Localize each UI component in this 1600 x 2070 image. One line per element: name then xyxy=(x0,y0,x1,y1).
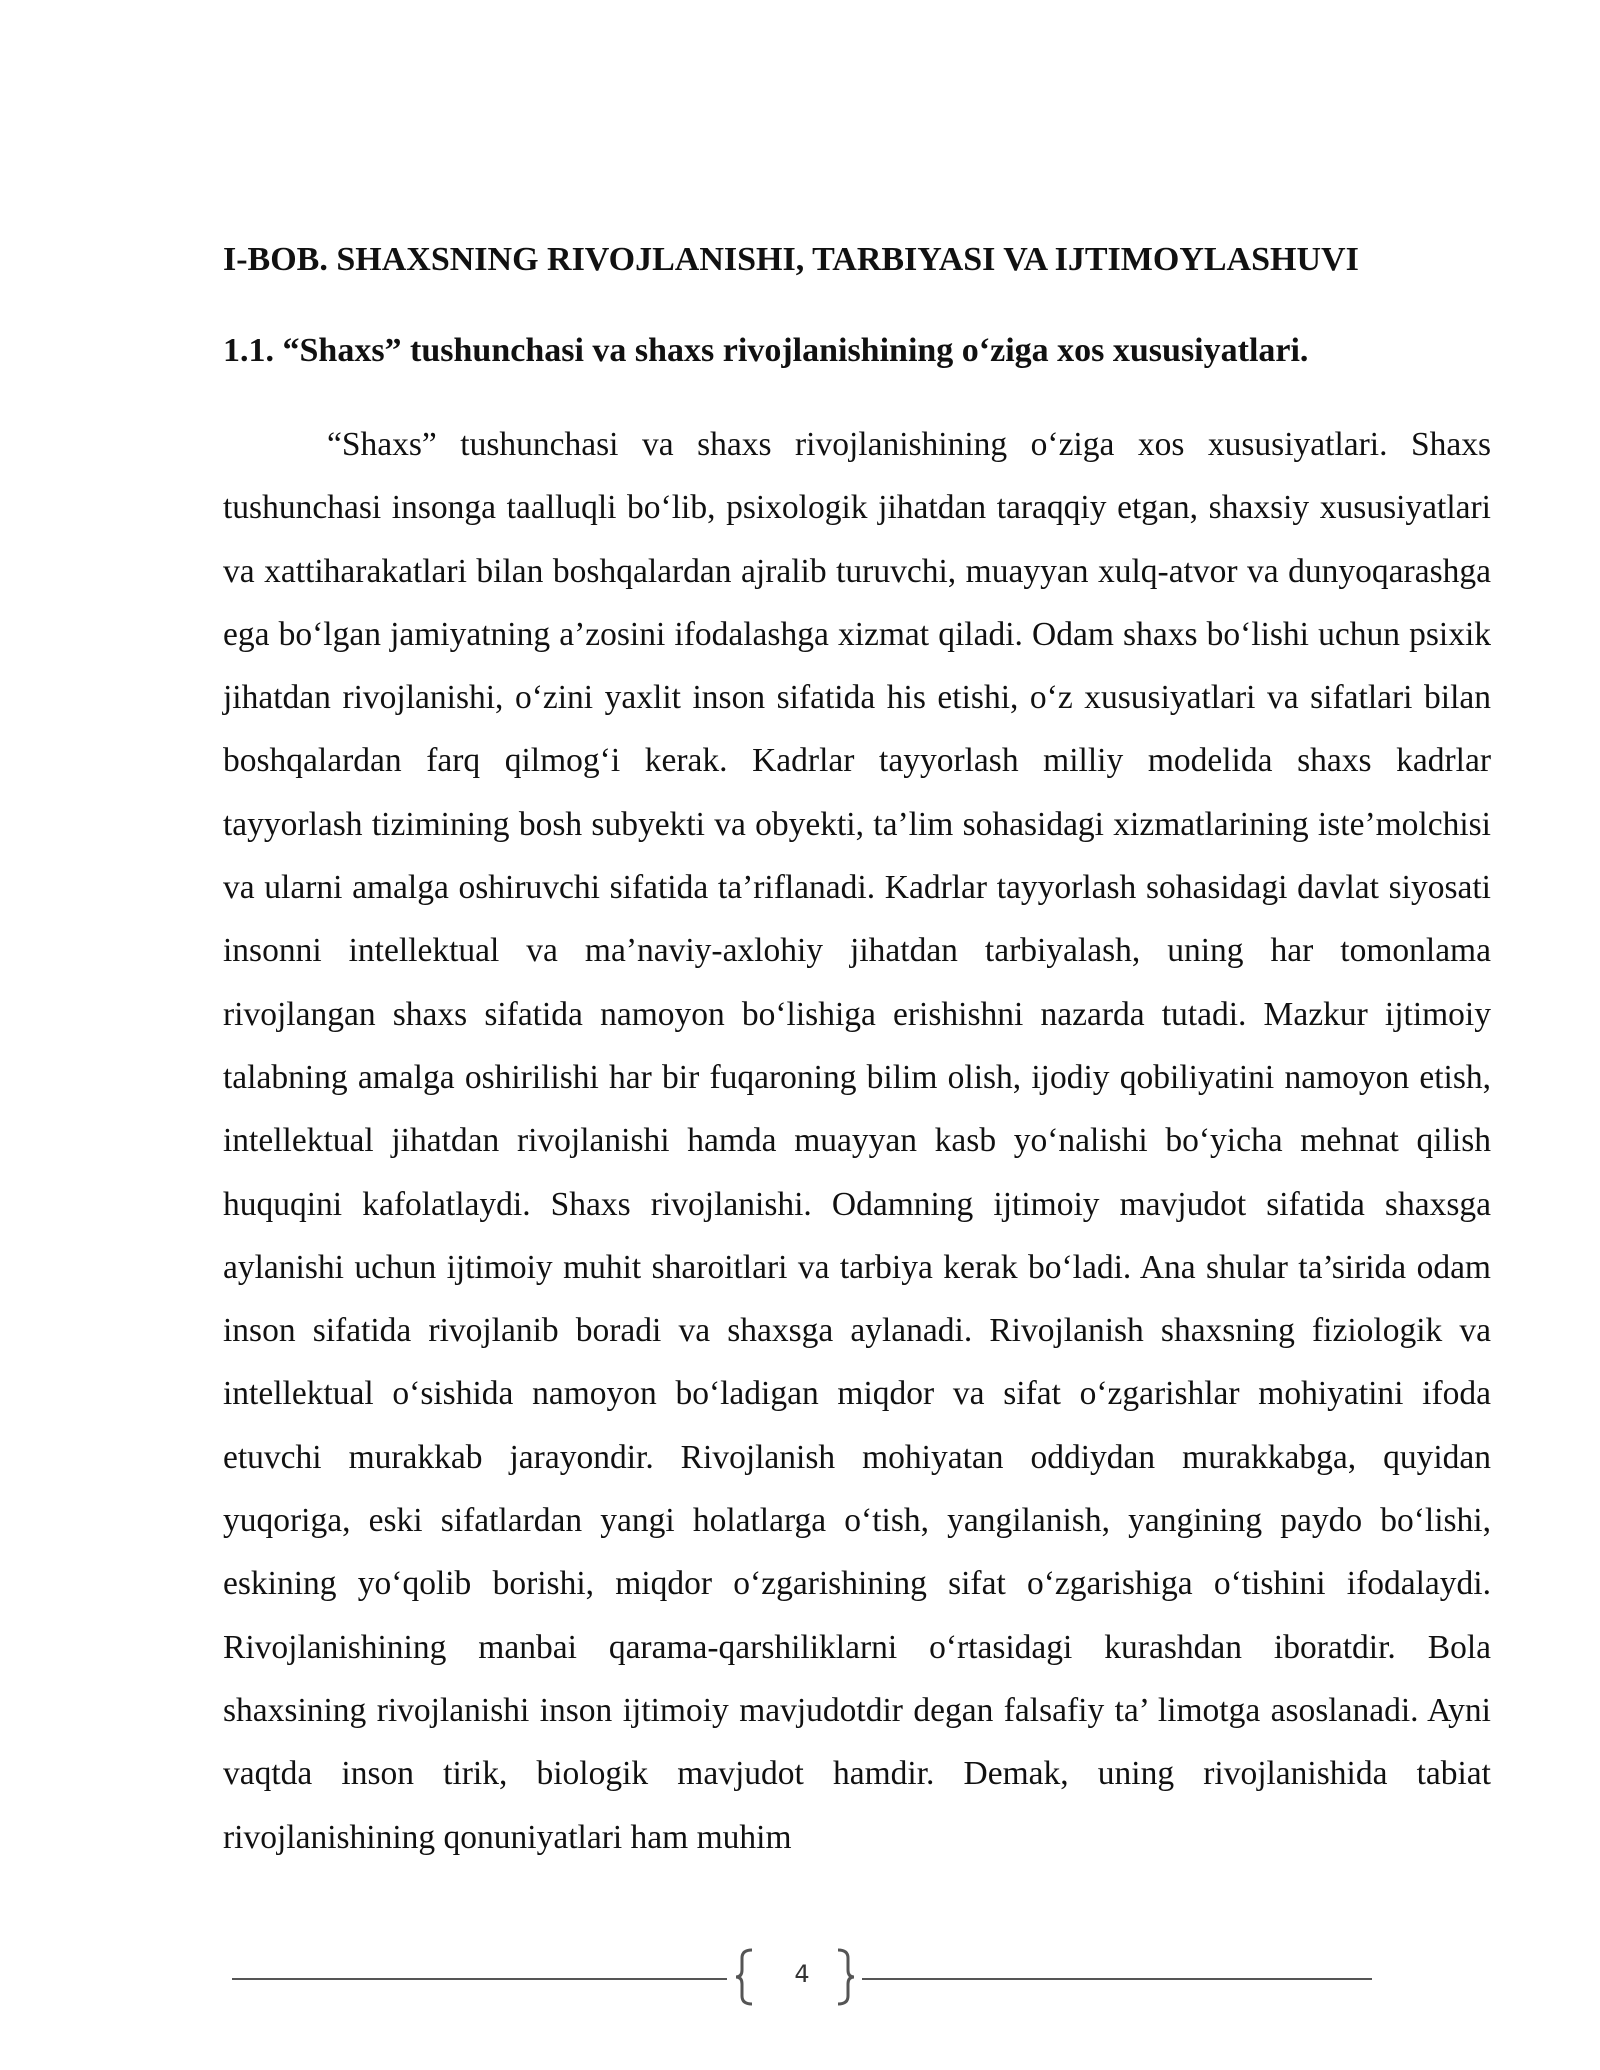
body-paragraph: “Shaxs” tushunchasi va shaxs rivojlanishining o‘ziga xos xususiyatlari. Shaxs tushunchasi insonga taalluqli bo‘lib, psixologik jihatdan taraqqiy etgan, shaxsiy xususiyatlari va xattiharakatlari bilan boshqalardan ajralib turuvchi, muayyan xulq-atvor va dunyoqarashga ega bo‘lgan jamiyatning a’zosini ifodalashga xizmat qiladi. Odam shaxs bo‘lishi uchun psixik jihatdan rivojlanishi, o‘zini yaxlit inson sifatida his etishi, o‘z xususiyatlari va sifatlari bilan boshqalardan farq qilmog‘i kerak. Kadrlar tayyorlash milliy modelida shaxs kadrlar tayyorlash tizimining bosh subyekti va obyekti, ta’lim sohasidagi xizmatlarining iste’molchisi va ularni amalga oshiruvchi sifatida ta’riflanadi. Kadrlar tayyorlash sohasidagi davlat siyosati insonni intellektual va ma’naviy-axlohiy jihatdan tarbiyalash, uning har tomonlama rivojlangan shaxs sifatida namoyon bo‘lishiga erishishni nazarda tutadi. Mazkur ijtimoiy talabning amalga oshirilishi har bir fuqaroning bilim olish, ijodiy qobiliyatini namoyon etish, intellektual jihatdan rivojlanishi hamda muayyan kasb yo‘nalishi bo‘yicha mehnat qilish huquqini kafolatlaydi. Shaxs rivojlanishi. Odamning ijtimoiy mavjudot sifatida shaxsga aylanishi uchun ijtimoiy muhit sharoitlari va tarbiya kerak bo‘ladi. Ana shular ta’sirida odam inson sifatida rivojlanib boradi va shaxsga aylanadi. Rivojlanish shaxsning fiziologik va intellektual o‘sishida namoyon bo‘ladigan miqdor va sifat o‘zgarishlar mohiyatini ifoda etuvchi murakkab jarayondir. Rivojlanish mohiyatan oddiydan murakkabga, quyidan yuqoriga, eski sifatlardan yangi holatlarga o‘tish, yangilanish, yangining paydo bo‘lishi, eskining yo‘qolib borishi, miqdor o‘zgarishining sifat o‘zgarishiga o‘tishini ifodalaydi. Rivojlanishining manbai qarama-qarshiliklarni o‘rtasidagi kurashdan iboratdir. Bola shaxsining rivojlanishi inson ijtimoiy mavjudotdir degan falsafiy ta’ limotga asoslanadi. Ayni vaqtda inson tirik, biologik mavjudot hamdir. Demak, uning rivojlanishida tabiat rivojlanishining qonuniyatlari ham muhim xyxy=(223,426,1491,1856)
left-bracket-icon xyxy=(732,1948,756,2006)
footer-rule-left xyxy=(232,1978,727,1980)
right-bracket-icon xyxy=(834,1948,858,2006)
page-footer xyxy=(232,1948,1372,2008)
chapter-title: I-BOB. SHAXSNING RIVOJLANISHI, TARBIYASI VA IJTIMOYLASHUVI xyxy=(223,241,1359,278)
section-title: 1.1. “Shaxs” tushunchasi va shaxs rivojlanishining o‘ziga xos xususiyatlari. xyxy=(223,332,1309,369)
page-number: 4 xyxy=(794,1960,810,1988)
footer-rule-right xyxy=(862,1978,1372,1980)
